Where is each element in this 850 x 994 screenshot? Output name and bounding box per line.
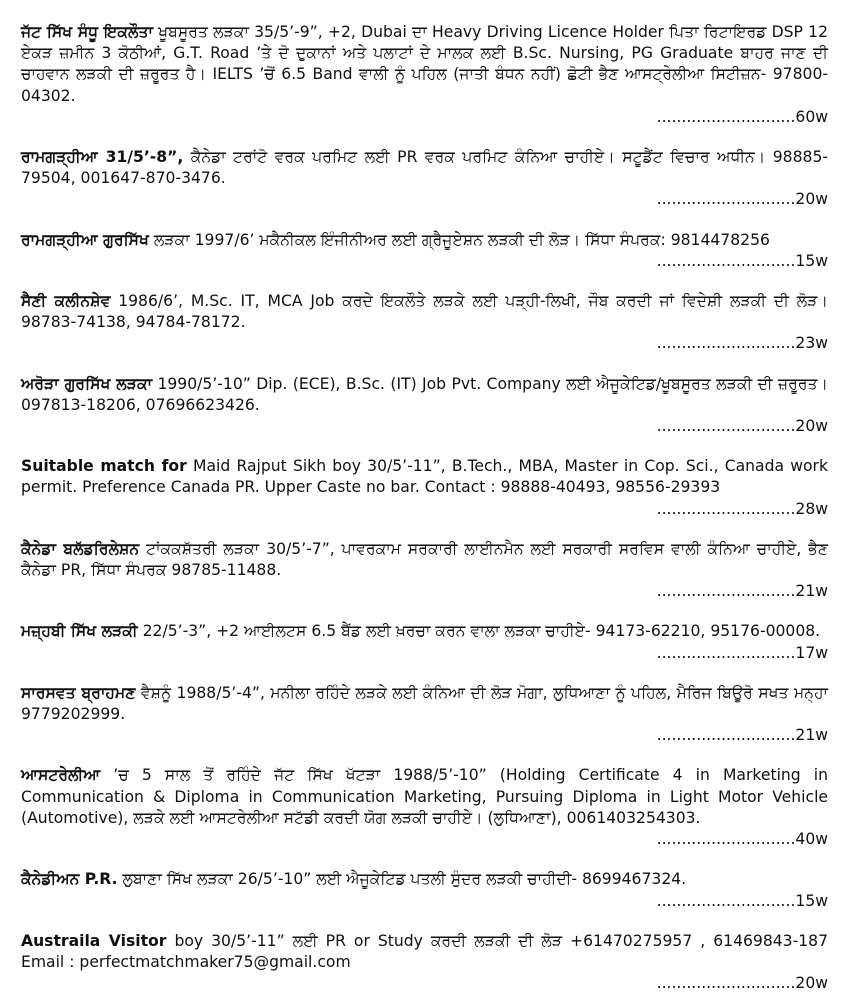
classified-ad: [21, 291, 828, 355]
ad-text: 1990/5’-10” Dip. (ECE), B.Sc. (IT) Job Pvt. Company ਲਈ ਐਜੂਕੇਟਿਡ/ਖੂਬਸੂਰਤ ਲੜਕੀ ਦੀ ਜ਼ਰੂਰਤ। 097813-18206, 07696623426.: [21, 374, 828, 414]
classified-ad: [21, 931, 828, 994]
ad-lead: ਕੈਨੇਡਾ ਬਲੱਡਰਿਲੇਸ਼ਨ: [21, 539, 140, 558]
ad-text: 22/5’-3”, +2 ਆਈਲਟਸ 6.5 ਬੈਂਡ ਲਈ ਖ਼ਰਚਾ ਕਰਨ ਵਾਲਾ ਲੜਕਾ ਚਾਹੀਏ- 94173-62210, 95176-00008.: [137, 622, 821, 641]
ad-lead: ਮਜ਼੍ਹਬੀ ਸਿੱਖ ਲੜਕੀ: [21, 622, 138, 641]
classified-ad: [21, 22, 828, 128]
ad-price: ............................21w: [656, 582, 828, 601]
ad-price: ............................21w: [656, 726, 828, 745]
ad-text: ਖੂਬਸੂਰਤ ਲੜਕਾ 35/5’-9”, +2, Dubai ਦਾ Heavy Driving Licence Holder ਪਿਤਾ ਰਿਟਾਇਰਡ DSP 12 ਏਕੜ ਜ਼ਮੀਨ 3 ਕੋਠੀਆਂ, G.T. Road ’ਤੇ ਦੋ ਦੁਕਾਨਾਂ ਅਤੇ ਪਲਾਟਾਂ ਦੇ ਮਾਲਕ ਲਈ B.Sc. Nursing, PG Graduate ਬਾਹਰ ਜਾਣ ਦੀ ਚਾਹਵਾਨ ਲੜਕੀ ਦੀ ਜ਼ਰੂਰਤ ਹੈ। IELTS ’ਚੋਂ 6.5 Band ਵਾਲੀ ਨੂੰ ਪਹਿਲ (ਜਾਤੀ ਬੰਧਨ ਨਹੀਂ) ਛੋਟੀ ਭੈਣ ਆਸਟ੍ਰੇਲੀਆ ਸਿਟੀਜ਼ਨ- 97800-04302.: [21, 23, 828, 105]
ad-price: ............................40w: [656, 830, 828, 849]
classified-ad: [21, 765, 828, 850]
ad-price: ............................15w: [656, 891, 828, 910]
ad-text: boy 30/5’-11” ਲਈ PR or Study ਕਰਦੀ ਲੜਕੀ ਦੀ ਲੋੜ +61470275957 , 61469843-187 Email : perfectmatchmaker75@gmail.com: [21, 931, 828, 971]
ad-price: ............................20w: [656, 417, 828, 436]
ad-text: ’ਚ 5 ਸਾਲ ਤੋਂ ਰਹਿੰਦੇ ਜੱਟ ਸਿੱਖ ਖੱਟੜਾ 1988/5’-10” (Holding Certificate 4 in Marketing in Communication & Diploma in Communication Marketing, Pursuing Diploma in Light Motor Vehicle (Automotive), ਲੜਕੇ ਲਈ ਆਸਟਰੇਲੀਆ ਸਟੱਡੀ ਕਰਦੀ ਯੋਗ ਲੜਕੀ ਚਾਹੀਏ। (ਲੁਧਿਆਣਾ), 0061403254303.: [21, 766, 828, 827]
classified-ad: [21, 539, 828, 603]
classified-ad: [21, 374, 828, 438]
ad-text: 1986/6’, M.Sc. IT, MCA Job ਕਰਦੇ ਇਕਲੌਤੇ ਲੜਕੇ ਲਈ ਪੜ੍ਹੀ-ਲਿਖੀ, ਜੌਬ ਕਰਦੀ ਜਾਂ ਵਿਦੇਸ਼ੀ ਲੜਕੀ ਦੀ ਲੋੜ। 98783-74138, 94784-78172.: [21, 292, 829, 332]
ad-price: ............................23w: [656, 334, 828, 353]
ad-lead: ਰਾਮਗੜ੍ਹੀਆ 31/5’-8”,: [21, 148, 184, 167]
ad-text: ਵੈਸ਼ਨੂੰ 1988/5’-4”, ਮਨੀਲਾ ਰਹਿੰਦੇ ਲੜਕੇ ਲਈ ਕੰਨਿਆ ਦੀ ਲੋੜ ਮੋਗਾ, ਲੁਧਿਆਣਾ ਨੂੰ ਪਹਿਲ, ਮੈਰਿਜ ਬਿਊਰੋ ਸਖਤ ਮਨ੍ਹਾ 9779202999.: [21, 683, 828, 724]
ad-lead: ਰਾਮਗੜ੍ਹੀਆ ਗੁਰਸਿੱਖ: [21, 230, 149, 249]
ad-text: ਲੜਕਾ 1997/6’ ਮਕੈਨੀਕਲ ਇੰਜੀਨੀਅਰ ਲਈ ਗ੍ਰੈਜੂਏਸ਼ਨ ਲੜਕੀ ਦੀ ਲੋੜ। ਸਿੱਧਾ ਸੰਪਰਕ: 9814478256: [148, 230, 770, 249]
ad-text: ਟਾਂਕਕਸ਼ੱਤਰੀ ਲੜਕਾ 30/5’-7”, ਪਾਵਰਕਾਮ ਸਰਕਾਰੀ ਲਾਈਨਮੈਨ ਲਈ ਸਰਕਾਰੀ ਸਰਵਿਸ ਵਾਲੀ ਕੰਨਿਆ ਚਾਹੀਏ, ਭੈਣ ਕੈਨੇਡਾ PR, ਸਿੱਧਾ ਸੰਪਰਕ 98785-11488.: [21, 539, 828, 580]
classified-ad: [21, 683, 828, 747]
classified-ad: [21, 869, 828, 911]
ad-lead: ਜੱਟ ਸਿੱਖ ਸੰਧੂ ਇਕਲੌਤਾ: [21, 23, 153, 41]
ad-price: ............................15w: [656, 251, 828, 270]
ad-lead: Suitable match for: [21, 457, 187, 476]
classified-ad: [21, 456, 828, 520]
ad-price: ............................20w: [656, 974, 828, 993]
ad-lead: ਸੈਣੀ ਕਲੀਨਸ਼ੇਵ: [21, 292, 111, 311]
ad-text: ਲੁਬਾਣਾ ਸਿੱਖ ਲੜਕਾ 26/5’-10” ਲਈ ਐਜੂਕੇਟਿਡ ਪਤਲੀ ਸੁੰਦਰ ਲੜਕੀ ਚਾਹੀਦੀ- 8699467324.: [117, 870, 687, 889]
ad-price: ............................17w: [656, 643, 828, 662]
classified-ad: [21, 230, 828, 272]
ad-lead: Austraila Visitor: [21, 931, 167, 950]
ad-price: ............................28w: [656, 499, 828, 518]
ad-text: Maid Rajput Sikh boy 30/5’-11”, B.Tech., MBA, Master in Cop. Sci., Canada work permit. Preference Canada PR. Upper Caste no bar. Contact : 98888-40493, 98556-29393: [21, 457, 829, 497]
ad-lead: ਅਰੋੜਾ ਗੁਰਸਿੱਖ ਲੜਕਾ: [21, 374, 153, 393]
ad-price: ............................20w: [656, 190, 828, 209]
ad-lead: ਸਾਰਸਵਤ ਬ੍ਰਾਹਮਣ: [21, 683, 136, 702]
ad-price: ............................60w: [656, 107, 828, 126]
classified-ad: [21, 621, 828, 663]
ad-text: ਕੈਨੇਡਾ ਟਰਾਂਟੋ ਵਰਕ ਪਰਮਿਟ ਲਈ PR ਵਰਕ ਪਰਮਿਟ ਕੰਨਿਆ ਚਾਹੀਏ। ਸਟੂਡੈਂਟ ਵਿਚਾਰ ਅਧੀਨ। 98885-79504, 001647-870-3476.: [21, 148, 828, 188]
ad-lead: ਆਸਟਰੇਲੀਆ: [21, 766, 101, 785]
classified-ad: [21, 147, 828, 211]
ad-lead: ਕੈਨੇਡੀਅਨ P.R.: [21, 870, 118, 889]
